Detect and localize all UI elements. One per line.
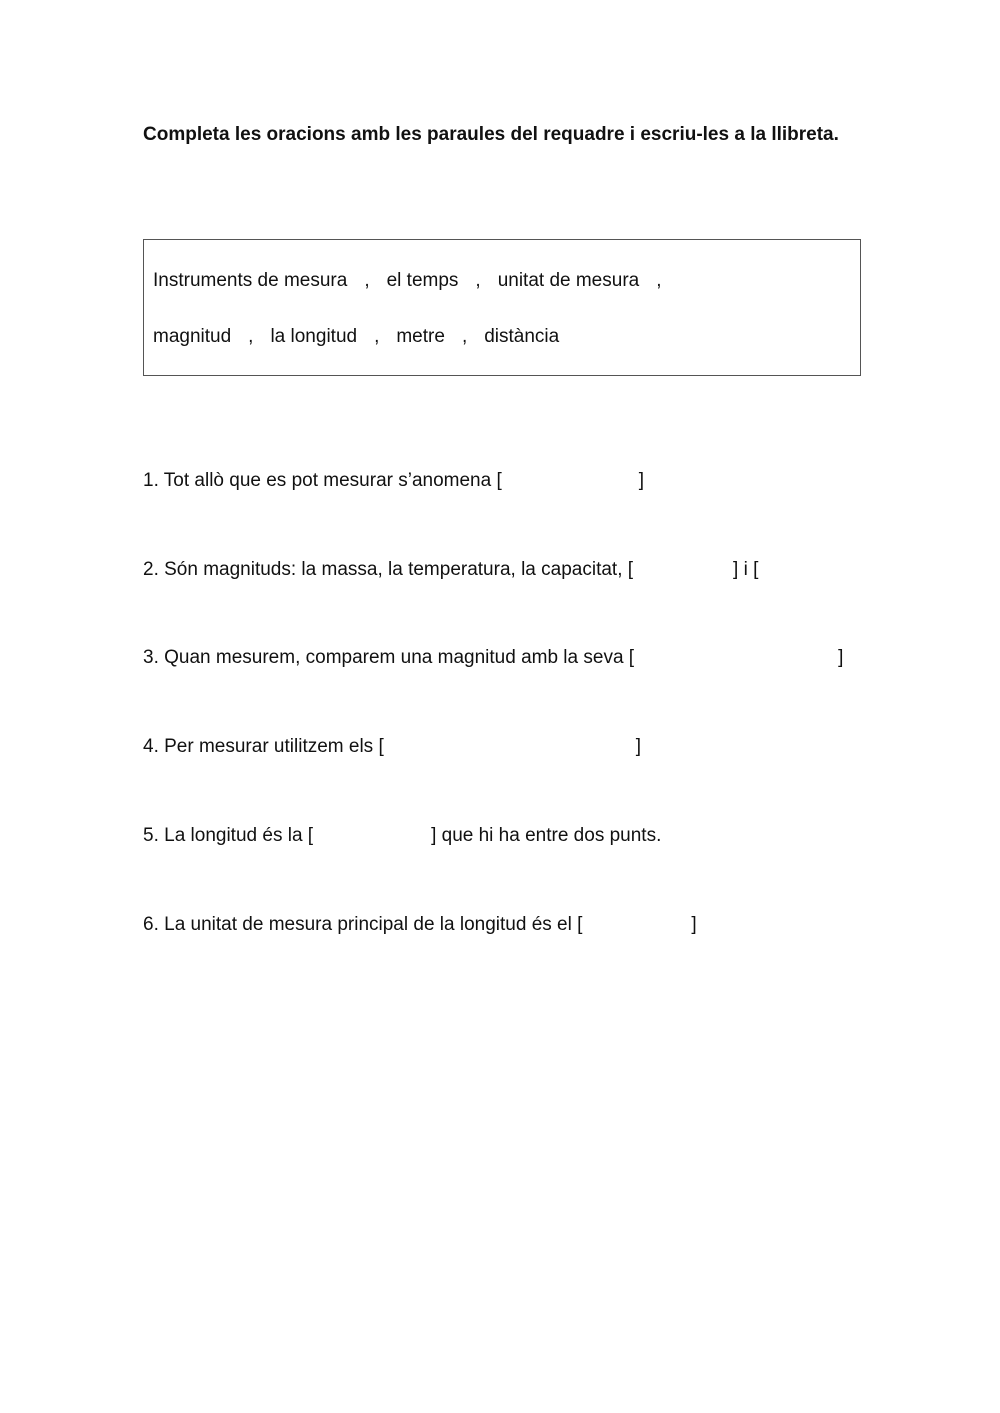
word-bank-box: [143, 239, 861, 376]
sentence-close-bracket: ]: [691, 914, 697, 935]
sentence-close-bracket: ]: [838, 647, 844, 668]
answer-blank-1[interactable]: [502, 470, 639, 492]
sentence-6: [143, 913, 697, 937]
word-bank-item: la longitud: [270, 326, 358, 347]
word-separator: ,: [374, 326, 380, 347]
sentence-after: ] que hi ha entre dos punts.: [431, 825, 662, 846]
sentence-text: 3. Quan mesurem, comparem una magnitud amb la seva [: [143, 647, 635, 668]
answer-blank-4[interactable]: [384, 736, 636, 758]
word-separator: ,: [656, 270, 662, 291]
sentence-text: 1. Tot allò que es pot mesurar s’anomena [: [143, 470, 502, 491]
sentence-text: 2. Són magnituds: la massa, la temperatura, la capacitat, [: [143, 559, 634, 580]
sentence-4: [143, 735, 641, 759]
sentence-text: 4. Per mesurar utilitzem els [: [143, 736, 384, 757]
word-bank-row-2: [153, 325, 559, 349]
word-separator: ,: [248, 326, 254, 347]
sentence-1: [143, 469, 644, 493]
sentence-3: [143, 646, 843, 670]
sentence-close-bracket: ]: [638, 470, 645, 491]
word-bank-item: distància: [484, 326, 560, 347]
sentence-5: [143, 824, 661, 848]
answer-blank-2a[interactable]: [633, 559, 733, 581]
word-bank-item: metre: [396, 326, 445, 347]
sentence-close-bracket: ]: [635, 736, 642, 757]
word-bank-row-1: [153, 269, 679, 293]
instruction-heading: Completa les oracions amb les paraules del requadre i escriu-les a la llibreta.: [143, 124, 839, 145]
word-bank-item: magnitud: [153, 326, 232, 347]
sentence-middle: ] i [: [733, 559, 759, 580]
word-bank-item: unitat de mesura: [497, 270, 640, 291]
answer-blank-3[interactable]: [634, 647, 838, 669]
word-separator: ,: [475, 270, 481, 291]
answer-blank-5[interactable]: [313, 825, 431, 847]
answer-blank-6[interactable]: [582, 914, 691, 936]
word-separator: ,: [364, 270, 370, 291]
word-separator: ,: [461, 326, 468, 347]
sentence-2: [143, 558, 758, 582]
sentence-text: 5. La longitud és la [: [143, 825, 314, 846]
word-bank-item: Instruments de mesura: [153, 270, 348, 291]
word-bank-item: el temps: [386, 270, 459, 291]
sentence-text: 6. La unitat de mesura principal de la longitud és el [: [143, 914, 583, 935]
